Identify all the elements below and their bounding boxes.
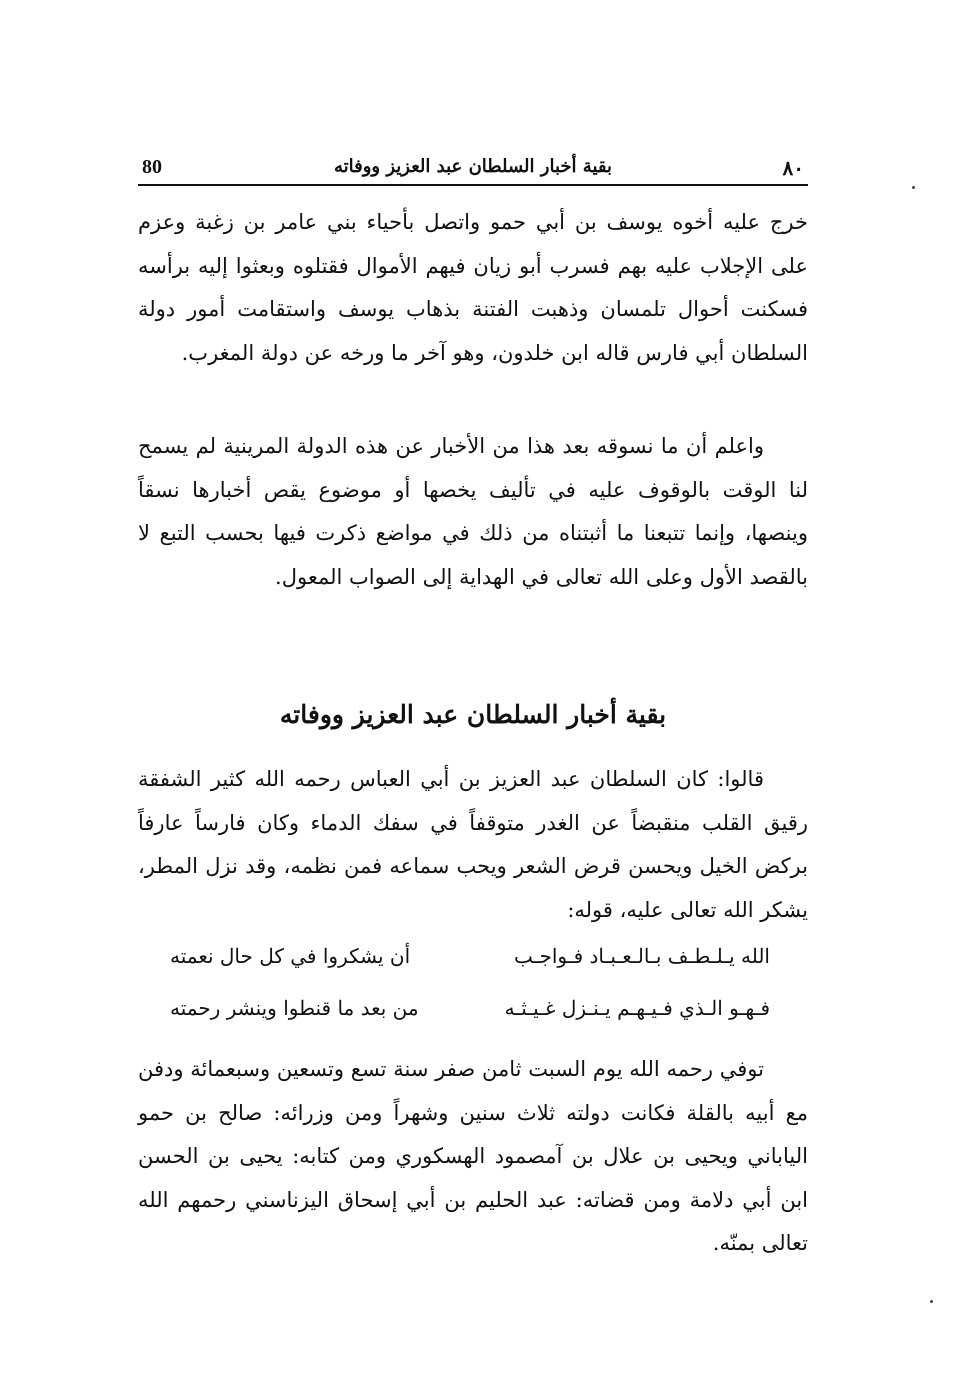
paragraph-4 [138, 1048, 808, 1266]
section-title: بقية أخبار السلطان عبد العزيز ووفاته [279, 700, 667, 729]
scan-speck [912, 186, 915, 189]
paragraph-1 [138, 201, 808, 375]
running-title: بقية أخبار السلطان عبد العزيز ووفاته [333, 156, 613, 177]
verse-second-hemistich: أن يشكروا في كل حال نعمته [170, 944, 411, 968]
page-number-latin: 80 [142, 156, 162, 178]
paragraph-3 [138, 758, 808, 932]
verse-row [170, 930, 770, 982]
verse-second-hemistich: من بعد ما قنطوا وينشر رحمته [170, 996, 419, 1020]
paragraph-text: خرج عليه أخوه يوسف بن أبي حمو واتصل بأحياء بني عامر بن زغبة وعزم على الإجلاب عليه بهم فسرب أبو زيان فيهم الأموال فقتلوه وبعثوا إليه برأسه فسكنت أحوال تلمسان وذهبت الفتنة بذهاب يوسف واستقامت أمور دولة السلطان أبي فارس قاله ابن خلدون، وهو آخر ما ورخه عن دولة المغرب. [138, 210, 809, 365]
paragraph-2 [138, 425, 808, 599]
poem [170, 930, 770, 1034]
verse-row [170, 982, 770, 1034]
scan-speck [930, 1300, 933, 1303]
page-number-arabic: ٨٠ [782, 156, 804, 180]
header-rule [138, 184, 808, 186]
paragraph-text: قالوا: كان السلطان عبد العزيز بن أبي العباس رحمه الله كثير الشفقة رقيق القلب منقبضاً عن الغدر متوقفاً في سفك الدماء وكان فارساً عارفاً بركض الخيل ويحسن قرض الشعر ويحب سماعه فمن نظمه، وقد نزل المطر، يشكر الله تعالى عليه، قوله: [138, 767, 808, 922]
paragraph-text: واعلم أن ما نسوقه بعد هذا من الأخبار عن هذه الدولة المرينية لم يسمح لنا الوقت بالوقوف عليه في تأليف يخصها أو موضوع يقص أخبارها نسقاً وينصها، وإنما تتبعنا ما أثبتناه من ذلك في مواضع ذكرت فيها بحسب التبع لا بالقصد الأول وعلى الله تعالى في الهداية إلى الصواب المعول. [138, 434, 808, 589]
page-header [138, 150, 808, 186]
verse-first-hemistich: فـهـو الـذي فـيـهـم يـنـزل غـيـثـه [504, 996, 770, 1020]
verse-first-hemistich: الله يـلـطـف بـالـعـبـاد فـواجـب [514, 944, 770, 968]
paragraph-text: توفي رحمه الله يوم السبت ثامن صفر سنة تسع وتسعين وسبعمائة ودفن مع أبيه بالقلة فكانت دولته ثلاث سنين وشهراً ومن وزرائه: صالح بن حمو الياباني ويحيى بن علال بن آمصمود الهسكوري ومن كتابه: يحيى بن الحسن ابن أبي دلامة ومن قضاته: عبد الحليم بن أبي إسحاق اليزناسني رحمهم الله تعالى بمنّه. [138, 1057, 808, 1255]
